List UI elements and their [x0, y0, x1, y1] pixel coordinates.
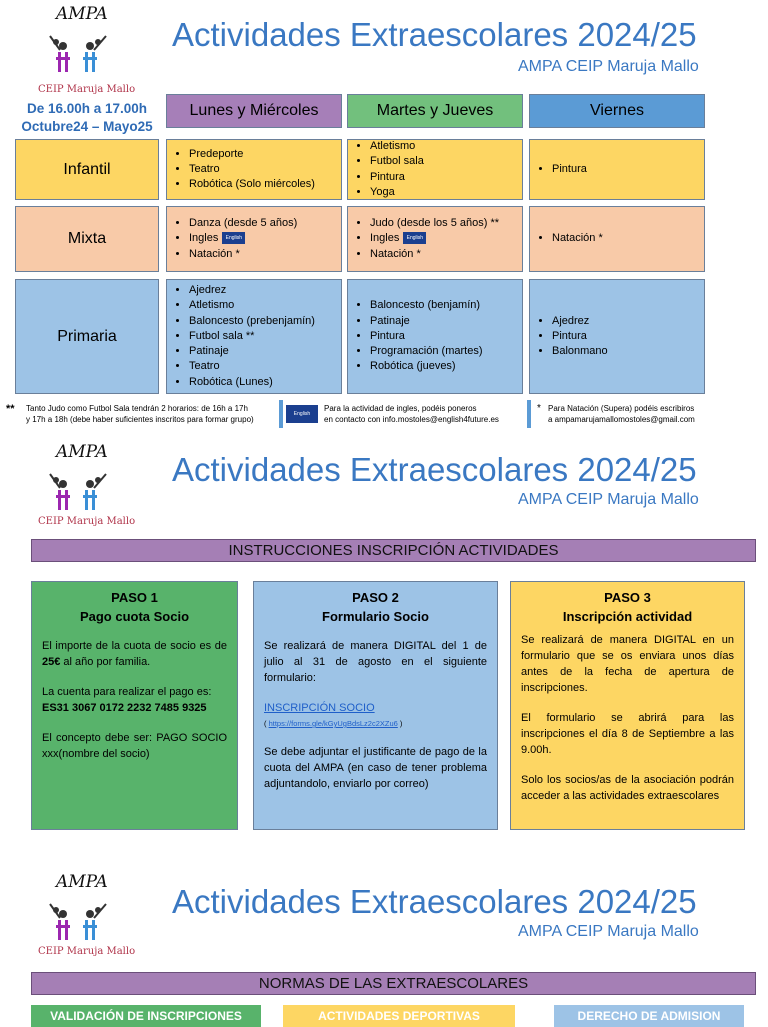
- step3-opening-date: El formulario se abrirá para las inscripciones el día 8 de Septiembre a las 9.00h.: [521, 712, 734, 756]
- fee-text-end: al año por familia.: [60, 656, 151, 668]
- rules-header-validation: VALIDACIÓN DE INSCRIPCIONES: [31, 1005, 261, 1027]
- activity-item: • Patinaje: [189, 344, 315, 359]
- activity-item: • Pintura: [552, 329, 608, 344]
- activity-item: • Patinaje: [370, 314, 482, 329]
- cell-infantil-martes-jueves: [347, 139, 523, 200]
- instructions-banner: INSTRUCCIONES INSCRIPCIÓN ACTIVIDADES: [31, 539, 756, 562]
- step3-panel: [510, 581, 745, 830]
- cell-mixta-martes-jueves: [347, 206, 523, 272]
- cell-mixta-lunes-miercoles: [166, 206, 342, 272]
- page3-title: Actividades Extraescolares 2024/25: [172, 883, 697, 920]
- footnote-marker-double: **: [6, 403, 15, 415]
- activity-label: Ingles: [370, 232, 400, 245]
- cell-primaria-viernes: [529, 279, 705, 394]
- english-logo-icon: English: [286, 405, 318, 423]
- fee-amount: 25€: [42, 656, 61, 668]
- hours-time: De 16.00h a 17.00h: [26, 101, 148, 116]
- activity-item: • Teatro: [189, 162, 315, 177]
- activity-item: • Programación (martes): [370, 344, 482, 359]
- step2-number: PASO 2: [352, 590, 399, 605]
- footnote-line: Tanto Judo como Futbol Sala tendrán 2 horarios: de 16h a 17h: [26, 404, 248, 413]
- logo-word: AMPA: [56, 4, 108, 24]
- step1-panel: [31, 581, 238, 830]
- footnote-line: Para Natación (Supera) podéis escribiros: [548, 404, 695, 413]
- step1-concept: El concepto debe ser: PAGO SOCIO xxx(nombre del socio): [42, 732, 227, 760]
- step3-members-only: Solo los socios/as de la asociación podrán acceder a las actividades extraescolares: [521, 774, 734, 802]
- step3-number: PASO 3: [604, 590, 651, 605]
- step2-attach-note: Se debe adjuntar el justificante de pago de la cuota del AMPA (en caso de tener problema adjuntandolo, enviarlo por correo): [264, 746, 487, 790]
- column-header-martes-jueves: Martes y Jueves: [347, 94, 523, 128]
- activity-item: • Ajedrez: [189, 283, 315, 298]
- row-label-primaria: Primaria: [15, 279, 159, 394]
- activity-item: • Baloncesto (benjamín): [370, 298, 482, 313]
- activity-item: • Natación *: [370, 247, 499, 262]
- cell-primaria-lunes-miercoles: [166, 279, 342, 394]
- footnote-divider: [279, 400, 283, 428]
- activity-item: • Balonmano: [552, 344, 608, 359]
- cell-mixta-viernes: [529, 206, 705, 272]
- activity-item: • Danza (desde 5 años): [189, 216, 297, 231]
- step2-url-line: ( https://forms.gle/kGyUgBdsLz2c2XZu6 ): [264, 719, 403, 728]
- step3-heading: Inscripción actividad: [562, 609, 693, 624]
- activity-item: • Pintura: [370, 170, 424, 185]
- activity-item: • Atletismo: [189, 298, 315, 313]
- logo-word: AMPA: [56, 442, 108, 462]
- footnote-divider: [527, 400, 531, 428]
- activity-item: • Futbol sala: [370, 154, 424, 169]
- logo-figures-icon: [38, 24, 118, 80]
- rules-header-sports: ACTIVIDADES DEPORTIVAS: [283, 1005, 515, 1027]
- activity-item: • Atletismo: [370, 139, 424, 154]
- activity-item: [370, 231, 499, 246]
- cell-infantil-viernes: [529, 139, 705, 200]
- row-label-infantil: Infantil: [15, 139, 159, 200]
- logo-word: AMPA: [56, 872, 108, 892]
- step1-account-number: ES31 3067 0172 2232 7485 9325: [42, 702, 207, 714]
- cell-infantil-lunes-miercoles: [166, 139, 342, 200]
- step1-fee-text: [42, 638, 227, 670]
- activity-item: • Pintura: [370, 329, 482, 344]
- activity-item: • Natación *: [189, 247, 297, 262]
- logo-caption: CEIP Maruja Mallo: [38, 946, 136, 957]
- activity-item: • Futbol sala **: [189, 329, 315, 344]
- column-header-lunes-miercoles: Lunes y Miércoles: [166, 94, 342, 128]
- english-badge-icon: English: [222, 232, 245, 244]
- hours-period: Octubre24 – Mayo25: [21, 119, 153, 134]
- footnote-judo-futbol: [26, 403, 254, 425]
- fee-text-start: El importe de la cuota de socio es de: [42, 640, 227, 652]
- rules-header-admission: DERECHO DE ADMISION: [554, 1005, 744, 1027]
- row-label-mixta: Mixta: [15, 206, 159, 272]
- page1-title: Actividades Extraescolares 2024/25: [172, 16, 697, 53]
- footnote-line: a ampamarujamallomostoles@gmail.com: [548, 415, 695, 424]
- inscripcion-socio-link[interactable]: INSCRIPCIÓN SOCIO: [264, 702, 375, 714]
- activity-item: • Robótica (Solo miércoles): [189, 177, 315, 192]
- activity-label: Ingles: [189, 232, 219, 245]
- step2-panel: [253, 581, 498, 830]
- step2-heading: Formulario Socio: [322, 609, 429, 624]
- cell-primaria-martes-jueves: [347, 279, 523, 394]
- page1-subtitle: AMPA CEIP Maruja Mallo: [518, 58, 699, 75]
- activity-item: • Predeporte: [189, 147, 315, 162]
- column-header-viernes: Viernes: [529, 94, 705, 128]
- activity-item: • Pintura: [552, 162, 587, 177]
- page2-subtitle: AMPA CEIP Maruja Mallo: [518, 491, 699, 508]
- footnote-marker-single: *: [537, 403, 541, 414]
- step2-description: Se realizará de manera DIGITAL del 1 de julio al 31 de agosto en el siguiente formulario:: [264, 640, 487, 684]
- logo-figures-icon: [38, 462, 118, 518]
- activity-item: • Robótica (Lunes): [189, 375, 315, 390]
- activity-item: • Judo (desde los 5 años) **: [370, 216, 499, 231]
- logo-caption: CEIP Maruja Mallo: [38, 516, 136, 527]
- footnote-natacion: [548, 403, 695, 425]
- step1-heading: Pago cuota Socio: [79, 609, 190, 624]
- footnote-english: [324, 403, 499, 425]
- page2-title: Actividades Extraescolares 2024/25: [172, 451, 697, 488]
- schedule-hours: [14, 100, 160, 136]
- logo-figures-icon: [38, 892, 118, 948]
- footnote-line: Para la actividad de ingles, podéis poneros: [324, 404, 477, 413]
- activity-item: • Robótica (jueves): [370, 359, 482, 374]
- activity-item: • Ajedrez: [552, 314, 608, 329]
- activity-item: • Natación *: [552, 231, 603, 246]
- activity-item: • Baloncesto (prebenjamín): [189, 314, 315, 329]
- step1-account-label: La cuenta para realizar el pago es:: [42, 686, 212, 698]
- footnote-line: y 17h a 18h (debe haber suficientes inscritos para formar grupo): [26, 415, 254, 424]
- page3-subtitle: AMPA CEIP Maruja Mallo: [518, 923, 699, 940]
- step1-number: PASO 1: [111, 590, 158, 605]
- english-badge-icon: English: [403, 232, 426, 244]
- step2-link-block: [264, 700, 487, 716]
- activity-item: [189, 231, 297, 246]
- activity-item: • Yoga: [370, 185, 424, 200]
- rules-banner: NORMAS DE LAS EXTRAESCOLARES: [31, 972, 756, 995]
- activity-item: • Teatro: [189, 359, 315, 374]
- form-url-link[interactable]: https://forms.gle/kGyUgBdsLz2c2XZu6: [268, 719, 398, 728]
- footnote-line: en contacto con info.mostoles@english4future.es: [324, 415, 499, 424]
- step3-description: Se realizará de manera DIGITAL en un formulario que se os enviara unos días antes de la fecha de apertura de inscripciones.: [521, 634, 734, 694]
- logo-caption: CEIP Maruja Mallo: [38, 84, 136, 95]
